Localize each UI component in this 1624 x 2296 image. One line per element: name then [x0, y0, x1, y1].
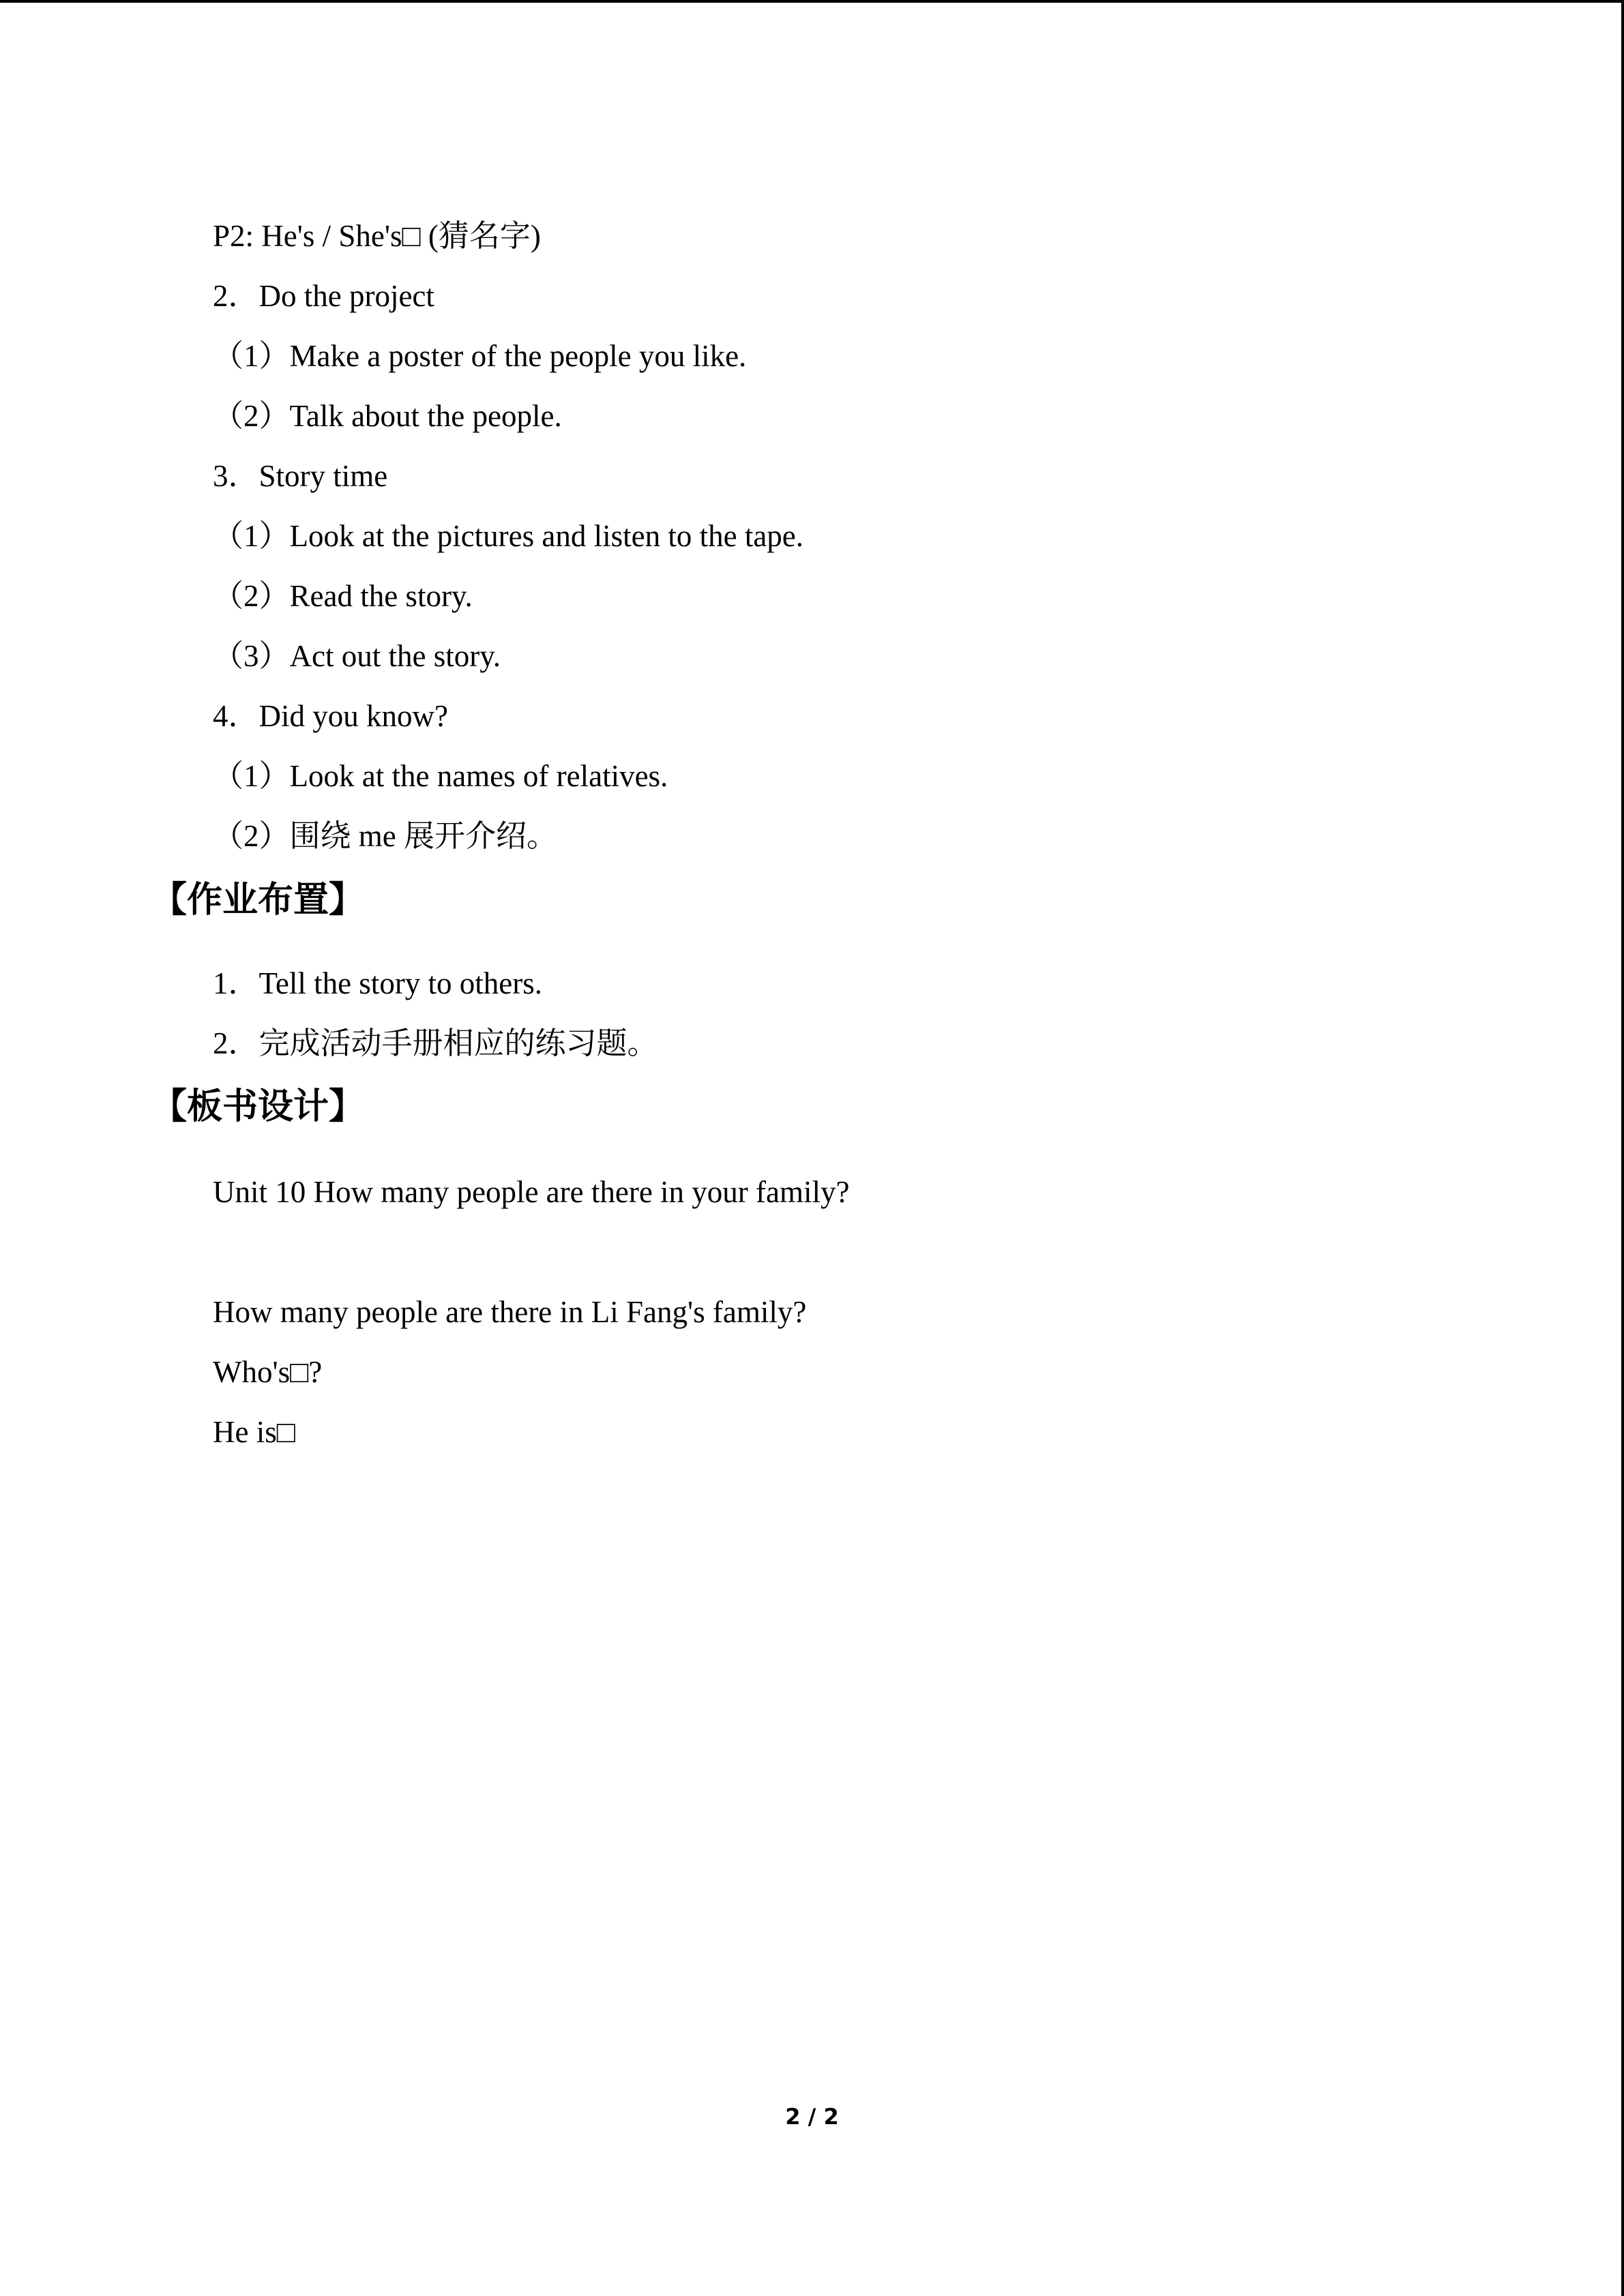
page-number: 2 / 2 [785, 2104, 839, 2130]
homework-item-1: 1．Tell the story to others. [213, 966, 543, 1000]
heading-board-design: 【板书设计】 [151, 1086, 365, 1127]
text-line-did-you-know: 4．Did you know? [213, 699, 448, 733]
board-whos: Who's□? [213, 1355, 323, 1389]
text-line-make-poster: （1）Make a poster of the people you like. [213, 339, 747, 373]
heading-homework: 【作业布置】 [151, 880, 365, 921]
text-line-names-relatives: （1）Look at the names of relatives. [213, 759, 668, 793]
text-line-act-story: （3）Act out the story. [213, 639, 501, 673]
text-line-listen-tape: （1）Look at the pictures and listen to the tape. [213, 519, 804, 553]
text-line-do-project: 2．Do the project [213, 279, 434, 313]
homework-item-2: 2．完成活动手册相应的练习题。 [213, 1026, 658, 1060]
text-line-guess-name: P2: He's / She's□ (猜名字) [213, 219, 541, 253]
page-border-right [1621, 0, 1624, 2296]
text-line-introduce-me: （2）围绕 me 展开介绍。 [213, 819, 557, 853]
text-line-talk-people: （2）Talk about the people. [213, 399, 562, 433]
board-he-is: He is□ [213, 1415, 295, 1449]
board-question: How many people are there in Li Fang's family? [213, 1295, 807, 1329]
page-border-top [0, 0, 1624, 3]
board-unit-title: Unit 10 How many people are there in your family? [213, 1175, 850, 1209]
text-line-story-time: 3．Story time [213, 459, 388, 493]
text-line-read-story: （2）Read the story. [213, 579, 473, 613]
